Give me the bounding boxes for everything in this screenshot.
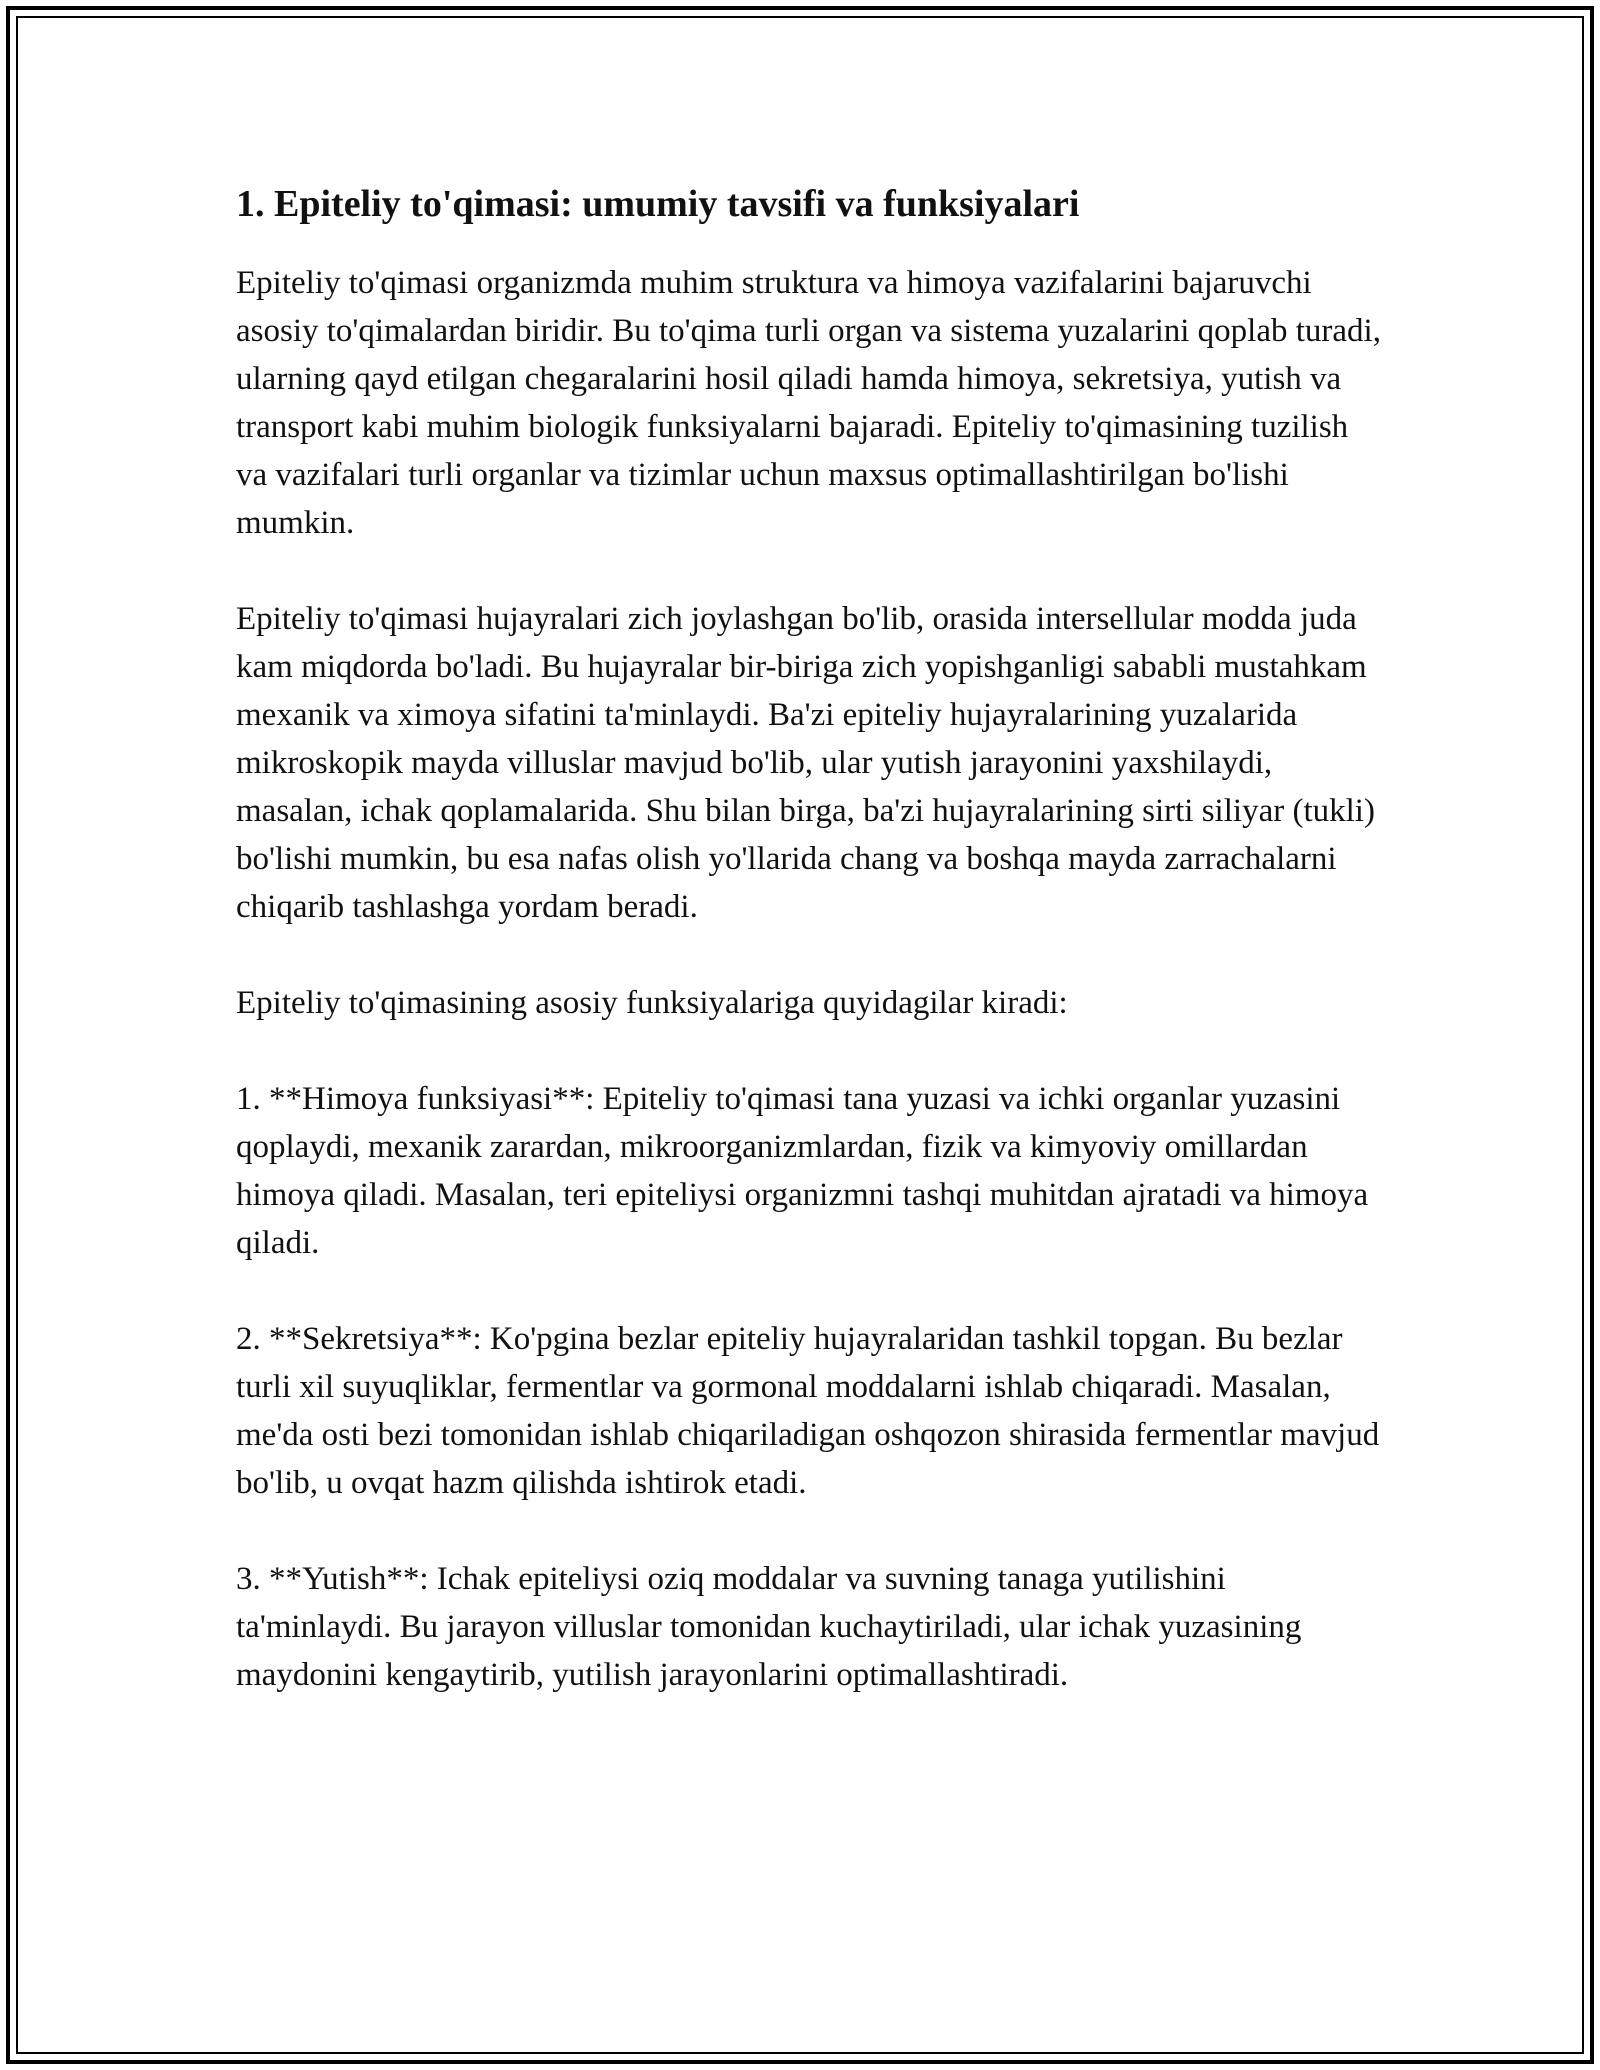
list-item-absorption: 3. **Yutish**: Ichak epiteliysi oziq moddalar va suvning tanaga yutilishini ta'minlaydi. Bu jarayon villuslar tomonidan kuchaytiriladi, ular ichak yuzasining maydonini kengaytirib, yutilish jarayonlarini optimallashtiradi.	[236, 1561, 1302, 1694]
paragraph-intro: Epiteliy to'qimasi organizmda muhim struktura va himoya vazifalarini bajaruvchi asosiy to'qimalardan biridir. Bu to'qima turli organ va sistema yuzalarini qoplab turadi, ularning qayd etilgan chegaralarini hosil qiladi hamda himoya, sekretsiya, yutish va transport kabi muhim biologik funksiyalarni bajaradi. Epiteliy to'qimasining tuzilish va vazifalari turli organlar va tizimlar uchun maxsus optimallashtirilgan bo'lishi mumkin.	[236, 265, 1381, 542]
document-title: 1. Epiteliy to'qimasi: umumiy tavsifi va funksiyalari	[236, 183, 1080, 225]
paragraph-functions-lead: Epiteliy to'qimasining asosiy funksiyalariga quyidagilar kiradi:	[236, 985, 1068, 1022]
paragraph-cells: Epiteliy to'qimasi hujayralari zich joylashgan bo'lib, orasida intersellular modda juda kam miqdorda bo'ladi. Bu hujayralar bir-biriga zich yopishganligi sababli mustahkam mexanik va ximoya sifatini ta'minlaydi. Ba'zi epiteliy hujayralarining yuzalarida mikroskopik mayda villuslar mavjud bo'lib, ular yutish jarayonini yaxshilaydi, masalan, ichak qoplamalarida. Shu bilan birga, ba'zi hujayralarining sirti siliyar (tukli) bo'lishi mumkin, bu esa nafas olish yo'llarida chang va boshqa mayda zarrachalarni chiqarib tashlashga yordam beradi.	[236, 601, 1375, 926]
list-item-secretion: 2. **Sekretsiya**: Ko'pgina bezlar epiteliy hujayralaridan tashkil topgan. Bu bezlar turli xil suyuqliklar, fermentlar va gormonal moddalarni ishlab chiqaradi. Masalan, me'da osti bezi tomonidan ishlab chiqariladigan oshqozon shirasida fermentlar mavjud bo'lib, u ovqat hazm qilishda ishtirok etadi.	[236, 1321, 1380, 1502]
list-item-protection: 1. **Himoya funksiyasi**: Epiteliy to'qimasi tana yuzasi va ichki organlar yuzasini qoplaydi, mexanik zarardan, mikroorganizmlardan, fizik va kimyoviy omillardan himoya qiladi. Masalan, teri epiteliysi organizmni tashqi muhitdan ajratadi va himoya qiladi.	[236, 1081, 1369, 1262]
document-body	[236, 180, 1386, 1747]
